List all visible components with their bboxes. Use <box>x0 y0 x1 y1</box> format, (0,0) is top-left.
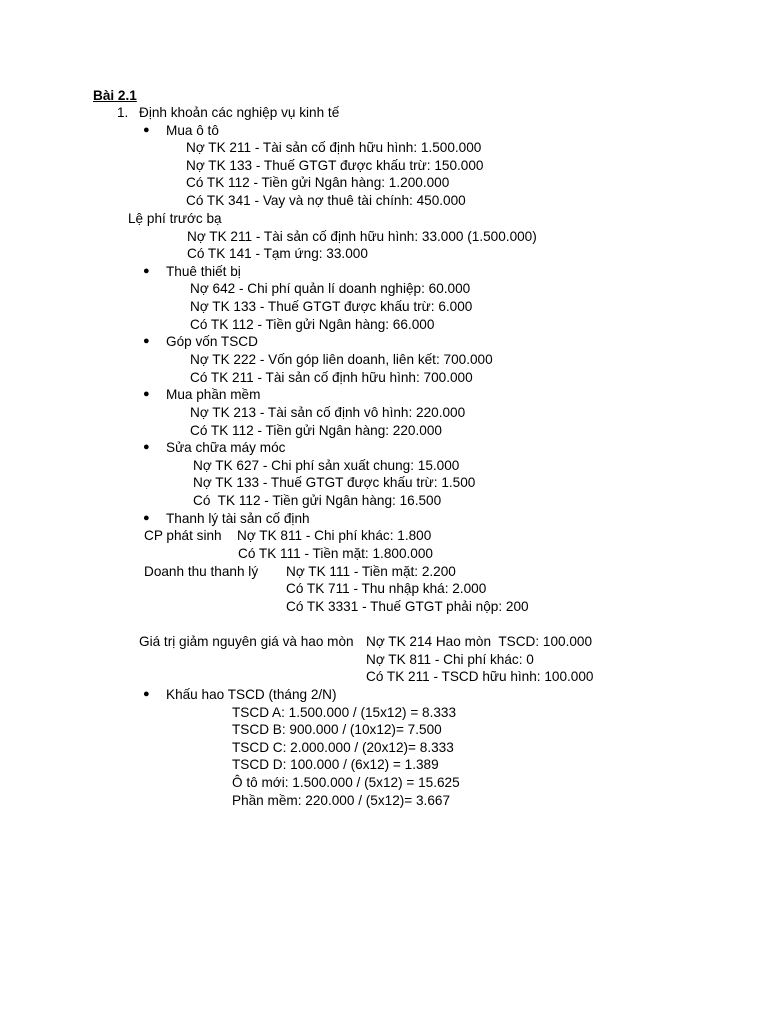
entry-line: Có TK 341 - Vay và nợ thuê tài chính: 450.000 <box>186 193 466 208</box>
entry-line: Nợ TK 211 - Tài sản cố định hữu hình: 33.000 (1.500.000) <box>187 229 537 244</box>
entry-heading: Thanh lý tài sản cố định <box>166 511 310 526</box>
entry-line: Nợ TK 811 - Chi phí khác: 1.800 <box>237 528 432 543</box>
entry-line: TSCD B: 900.000 / (10x12)= 7.500 <box>232 722 442 737</box>
entry-line: TSCD A: 1.500.000 / (15x12) = 8.333 <box>232 705 457 720</box>
entry-heading: Thuê thiết bị <box>166 264 241 279</box>
entry-line: Ô tô mới: 1.500.000 / (5x12) = 15.625 <box>232 775 460 790</box>
exercise-title: Bài 2.1 <box>93 88 137 103</box>
entry-line: Có TK 141 - Tạm ứng: 33.000 <box>187 246 368 261</box>
entry-line: Phần mềm: 220.000 / (5x12)= 3.667 <box>232 793 451 808</box>
bullet-icon: ● <box>143 441 150 453</box>
entry-line: TSCD D: 100.000 / (6x12) = 1.389 <box>232 757 439 772</box>
entry-line: Có TK 111 - Tiền mặt: 1.800.000 <box>238 546 433 561</box>
entry-line: Nợ TK 111 - Tiền mặt: 2.200 <box>286 564 456 579</box>
entry-line: Có TK 112 - Tiền gửi Ngân hàng: 16.500 <box>193 493 442 508</box>
entry-line: Nợ TK 627 - Chi phí sản xuất chung: 15.000 <box>193 458 460 473</box>
entry-line: Nợ TK 213 - Tài sản cố định vô hình: 220.000 <box>190 405 466 420</box>
entry-line: Có TK 211 - Tài sản cố định hữu hình: 700.000 <box>190 370 473 385</box>
entry-heading: Góp vốn TSCD <box>166 334 258 349</box>
bullet-icon: ● <box>143 388 150 400</box>
bullet-icon: ● <box>143 335 150 347</box>
entry-line: Có TK 112 - Tiền gửi Ngân hàng: 1.200.000 <box>186 175 450 190</box>
entry-line: Nợ TK 133 - Thuế GTGT được khấu trừ: 6.000 <box>190 299 473 314</box>
bullet-icon: ● <box>143 512 150 524</box>
entry-heading: Mua ô tô <box>166 123 219 138</box>
section-heading: Định khoản các nghiệp vụ kinh tế <box>139 105 340 120</box>
entry-line: Nợ TK 811 - Chi phí khác: 0 <box>366 652 534 667</box>
entry-subheading: Doanh thu thanh lý <box>144 564 259 579</box>
entry-line: Có TK 211 - TSCD hữu hình: 100.000 <box>366 669 594 684</box>
bullet-icon: ● <box>143 124 150 136</box>
bullet-icon: ● <box>143 265 150 277</box>
entry-line: Nợ TK 222 - Vốn góp liên doanh, liên kết: 700.000 <box>190 352 493 367</box>
entry-line: TSCD C: 2.000.000 / (20x12)= 8.333 <box>232 740 454 755</box>
entry-subheading: Giá trị giảm nguyên giá và hao mòn <box>139 634 354 649</box>
entry-line: Có TK 3331 - Thuế GTGT phải nộp: 200 <box>286 599 529 614</box>
entry-line: Có TK 112 - Tiền gửi Ngân hàng: 220.000 <box>190 423 442 438</box>
entry-line: Nợ TK 133 - Thuế GTGT được khấu trừ: 1.500 <box>193 475 476 490</box>
entry-heading: Mua phần mềm <box>166 387 261 402</box>
list-number: 1. <box>117 105 129 120</box>
entry-heading: Lệ phí trước bạ <box>128 211 222 226</box>
entry-heading: Sửa chữa máy móc <box>166 440 286 455</box>
entry-line: Có TK 711 - Thu nhập khá: 2.000 <box>286 581 487 596</box>
bullet-icon: ● <box>143 688 150 700</box>
entry-subheading: CP phát sinh <box>144 528 222 543</box>
entry-line: Nợ TK 214 Hao mòn TSCD: 100.000 <box>366 634 593 649</box>
entry-line: Nợ TK 133 - Thuế GTGT được khấu trừ: 150.000 <box>186 158 484 173</box>
entry-line: Nợ TK 211 - Tài sản cố định hữu hình: 1.500.000 <box>186 140 482 155</box>
entry-heading: Khấu hao TSCD (tháng 2/N) <box>166 687 337 702</box>
entry-line: Nợ 642 - Chi phí quản lí doanh nghiệp: 60.000 <box>190 281 471 296</box>
entry-line: Có TK 112 - Tiền gửi Ngân hàng: 66.000 <box>190 317 435 332</box>
